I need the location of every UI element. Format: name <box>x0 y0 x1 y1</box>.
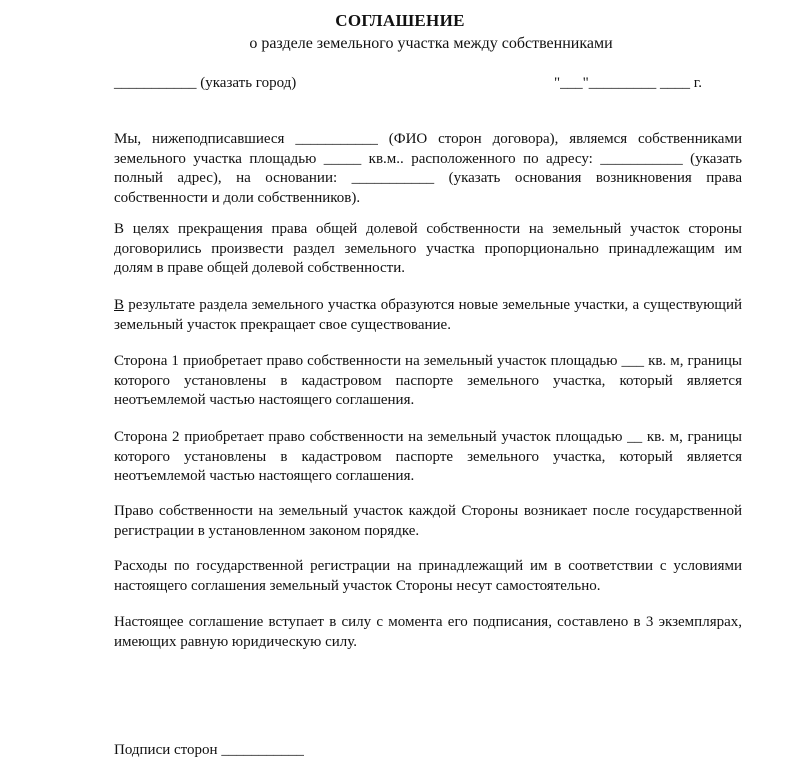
place-field: ___________ (указать город) <box>114 75 297 91</box>
paragraph-ownership: Право собственности на земельный участок каждой Стороны возникает после государственной регистрации в установленном законом порядке. <box>114 503 742 539</box>
date-field: "___"_________ ____ г. <box>554 75 702 91</box>
signature-line: Подписи сторон ___________ <box>114 742 304 758</box>
paragraph-result-text: результате раздела земельного участка образуются новые земельные участки, а существующий земельный участок прекращает свое существование. <box>114 297 742 333</box>
document-subtitle: о разделе земельного участка между собственниками <box>249 35 613 52</box>
paragraph-result <box>114 296 742 335</box>
paragraph-effect: Настоящее соглашение вступает в силу с момента его подписания, составлено в 3 экземплярах, имеющих равную юридическую силу. <box>114 614 742 650</box>
paragraph-parties: Мы, нижеподписавшиеся ___________ (ФИО сторон договора), являемся собственниками земельного участка площадью _____ кв.м.. расположенного по адресу: ___________ (указать полный адрес), на основании: ___________ (указать основания возникновения права собственности и доли собственников). <box>114 131 742 206</box>
paragraph-purpose: В целях прекращения права общей долевой собственности на земельный участок стороны договорились произвести раздел земельного участка пропорционально принадлежащим им долям в праве общей долевой собственности. <box>114 221 742 276</box>
paragraph-expenses: Расходы по государственной регистрации на принадлежащий им в соответствии с условиями настоящего соглашения земельный участок Стороны несут самостоятельно. <box>114 558 742 594</box>
document-title: СОГЛАШЕНИЕ <box>335 11 465 30</box>
paragraph-party-1: Сторона 1 приобретает право собственности на земельный участок площадью ___ кв. м, границы которого установлены в кадастровом паспорте земельного участка, который является неотъемлемой частью настоящего соглашения. <box>114 353 742 408</box>
paragraph-result-initial: В <box>114 297 125 313</box>
paragraph-party-2: Сторона 2 приобретает право собственности на земельный участок площадью __ кв. м, границы которого установлены в кадастровом паспорте земельного участка, который является неотъемлемой частью настоящего соглашения. <box>114 429 742 484</box>
